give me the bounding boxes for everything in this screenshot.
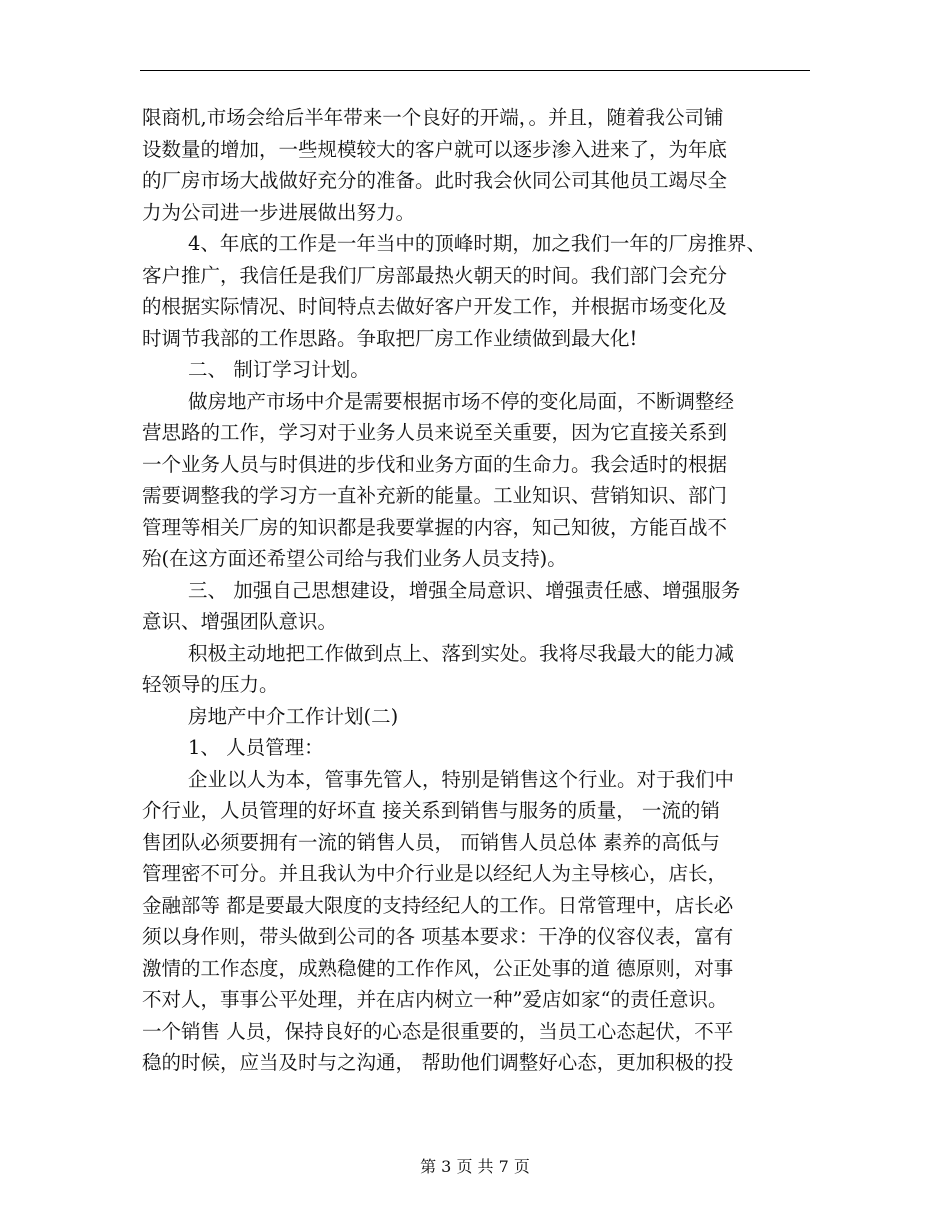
text-line: 意识、增强团队意识。 <box>142 610 338 633</box>
text-line: 客户推广，我信任是我们厂房部最热火朝天的时间。我们部门会充分 <box>142 263 728 287</box>
text-line: 稳的时候，应当及时与之沟通， 帮助他们调整好心态，更加积极的投 <box>142 1051 734 1074</box>
section-heading: 二、 制订学习计划。 <box>188 358 370 381</box>
text-line: 金融部等 都是要最大限度的支持经纪人的工作。日常管理中，店长必 <box>142 893 734 917</box>
text-line: 积极主动地把工作做到点上、落到实处。我将尽我最大的能力减 <box>188 641 735 665</box>
text-line: 的厂房市场大战做好充分的准备。此时我会伙同公司其他员工竭尽全 <box>142 169 728 192</box>
text-line: 售团队必须要拥有一流的销售人员， 而销售人员总体 素养的高低与 <box>142 830 720 854</box>
text-line: 管理密不可分。并且我认为中介行业是以经纪人为主导核心，店长， <box>142 862 728 885</box>
text-line: 的根据实际情况、时间特点去做好客户开发工作，并根据市场变化及 <box>142 295 728 318</box>
text-line: 4、年底的工作是一年当中的顶峰时期，加之我们一年的厂房推界、 <box>188 232 766 255</box>
text-line: 轻领导的压力。 <box>142 673 279 696</box>
text-line: 限商机,市场会给后半年带来一个良好的开端，。并且，随着我公司铺 <box>142 106 724 129</box>
page-number: 第 3 页 共 7 页 <box>420 1157 530 1176</box>
text-line: 一个业务人员与时俱进的步伐和业务方面的生命力。我会适时的根据 <box>142 452 728 476</box>
text-line: 营思路的工作，学习对于业务人员来说至关重要，因为它直接关系到 <box>142 421 728 444</box>
section-heading: 三、 加强自己思想建设，增强全局意识、增强责任感、增强服务 <box>188 578 741 602</box>
text-line: 须以身作则，带头做到公司的各 项基本要求：干净的仪容仪表，富有 <box>142 925 734 948</box>
text-line: 做房地产市场中介是需要根据市场不停的变化局面，不断调整经 <box>188 389 735 413</box>
text-line: 需要调整我的学习方一直补充新的能量。工业知识、营销知识、部门 <box>142 484 728 507</box>
text-line: 设数量的增加，一些规模较大的客户就可以逐步渗入进来了，为年底 <box>142 137 728 161</box>
text-line: 介行业，人员管理的好坏直 接关系到销售与服务的质量， 一流的销 <box>142 799 720 822</box>
text-line: 企业以人为本，管事先管人，特别是销售这个行业。对于我们中 <box>188 767 735 791</box>
text-line: 殆(在这方面还希望公司给与我们业务人员支持)。 <box>142 547 567 570</box>
text-line: 时调节我部的工作思路。争取把厂房工作业绩做到最大化! <box>142 326 638 350</box>
text-line: 激情的工作态度，成熟稳健的工作作风，公正处事的道 德原则，对事 <box>142 956 734 980</box>
text-line: 力为公司进一步进展做出努力。 <box>142 200 416 224</box>
text-line: 一个销售 人员，保持良好的心态是很重要的，当员工心态起伏，不平 <box>142 1019 734 1043</box>
header-rule <box>140 70 810 71</box>
text-line: 管理等相关厂房的知识都是我要掌握的内容，知己知彼，方能百战不 <box>142 515 728 539</box>
section-heading: 房地产中介工作计划(二) <box>188 704 399 728</box>
text-line: 不对人，事事公平处理，并在店内树立一种”爱店如家“的责任意识。 <box>142 988 728 1011</box>
section-heading: 1、 人员管理： <box>188 736 324 759</box>
